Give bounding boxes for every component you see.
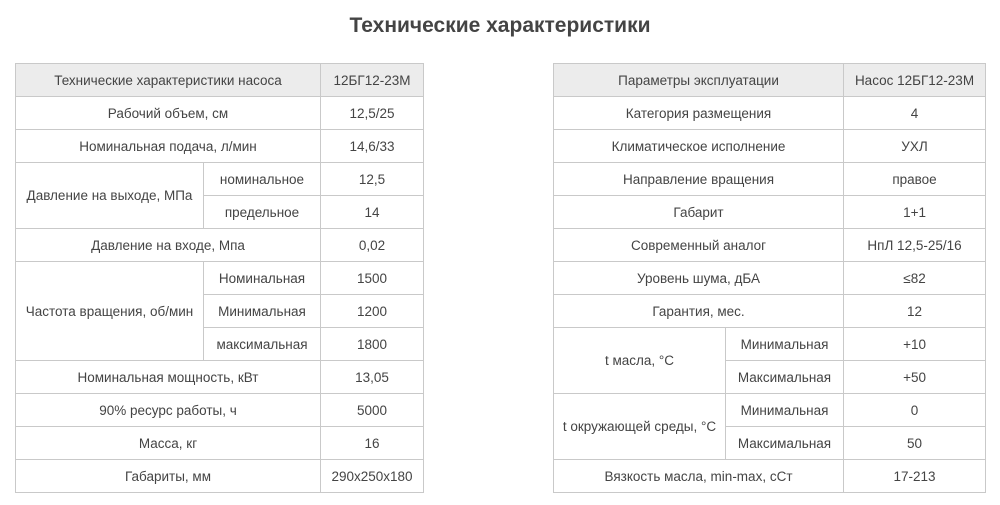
row-value: +10 [844,328,986,361]
row-value: 1500 [321,262,424,295]
table-row [16,427,424,460]
table-row [554,328,986,361]
row-label: Габариты, мм [16,460,321,493]
row-value: 290x250x180 [321,460,424,493]
row-value: 0 [844,394,986,427]
table-row [554,196,986,229]
table-header-row [554,64,986,97]
row-group-label: Давление на выходе, МПа [16,163,204,229]
row-label: Уровень шума, дБА [554,262,844,295]
table-row [16,97,424,130]
row-group-label: Частота вращения, об/мин [16,262,204,361]
table-row [554,394,986,427]
row-value: 0,02 [321,229,424,262]
row-value: правое [844,163,986,196]
row-sublabel: максимальная [204,328,321,361]
row-value: +50 [844,361,986,394]
row-value: 1+1 [844,196,986,229]
row-value: 1800 [321,328,424,361]
operating-params-table [553,63,986,493]
row-label: Номинальная мощность, кВт [16,361,321,394]
table-header-row [16,64,424,97]
row-value: 14 [321,196,424,229]
row-value: 13,05 [321,361,424,394]
row-value: 14,6/33 [321,130,424,163]
row-label: Климатическое исполнение [554,130,844,163]
table-row [16,460,424,493]
row-value: 50 [844,427,986,460]
row-label: Масса, кг [16,427,321,460]
table-row [16,229,424,262]
table-row [554,295,986,328]
row-group-label: t окружающей среды, °С [554,394,726,460]
table-row [554,460,986,493]
row-group-label: t масла, °С [554,328,726,394]
row-value: 4 [844,97,986,130]
column-header: 12БГ12-23М [321,64,424,97]
row-label: Современный аналог [554,229,844,262]
row-sublabel: Максимальная [726,427,844,460]
row-sublabel: Минимальная [726,394,844,427]
row-label: Номинальная подача, л/мин [16,130,321,163]
page-title: Технические характеристики [349,14,651,37]
table-row [554,229,986,262]
row-label: Направление вращения [554,163,844,196]
row-value: 5000 [321,394,424,427]
table-row [16,361,424,394]
row-value: НпЛ 12,5-25/16 [844,229,986,262]
table-row [16,394,424,427]
row-sublabel: Минимальная [204,295,321,328]
row-sublabel: номинальное [204,163,321,196]
row-label: Гарантия, мес. [554,295,844,328]
table-row [16,262,424,295]
table-row [554,130,986,163]
row-value: ≤82 [844,262,986,295]
table-row [554,163,986,196]
table-row [554,262,986,295]
row-value: 1200 [321,295,424,328]
table-row [16,163,424,196]
row-value: 12,5/25 [321,97,424,130]
row-value: 12 [844,295,986,328]
column-header: Технические характеристики насоса [16,64,321,97]
row-label: Рабочий объем, см [16,97,321,130]
row-value: 17-213 [844,460,986,493]
row-label: Категория размещения [554,97,844,130]
row-label: 90% ресурс работы, ч [16,394,321,427]
row-label: Вязкость масла, min-max, сСт [554,460,844,493]
column-header: Параметры эксплуатации [554,64,844,97]
pump-specs-table [15,63,424,493]
row-label: Габарит [554,196,844,229]
column-header: Насос 12БГ12-23М [844,64,986,97]
row-sublabel: Номинальная [204,262,321,295]
table-row [16,130,424,163]
table-row [554,97,986,130]
row-sublabel: Максимальная [726,361,844,394]
row-value: УХЛ [844,130,986,163]
row-value: 12,5 [321,163,424,196]
row-sublabel: Минимальная [726,328,844,361]
row-label: Давление на входе, Мпа [16,229,321,262]
row-value: 16 [321,427,424,460]
row-sublabel: предельное [204,196,321,229]
